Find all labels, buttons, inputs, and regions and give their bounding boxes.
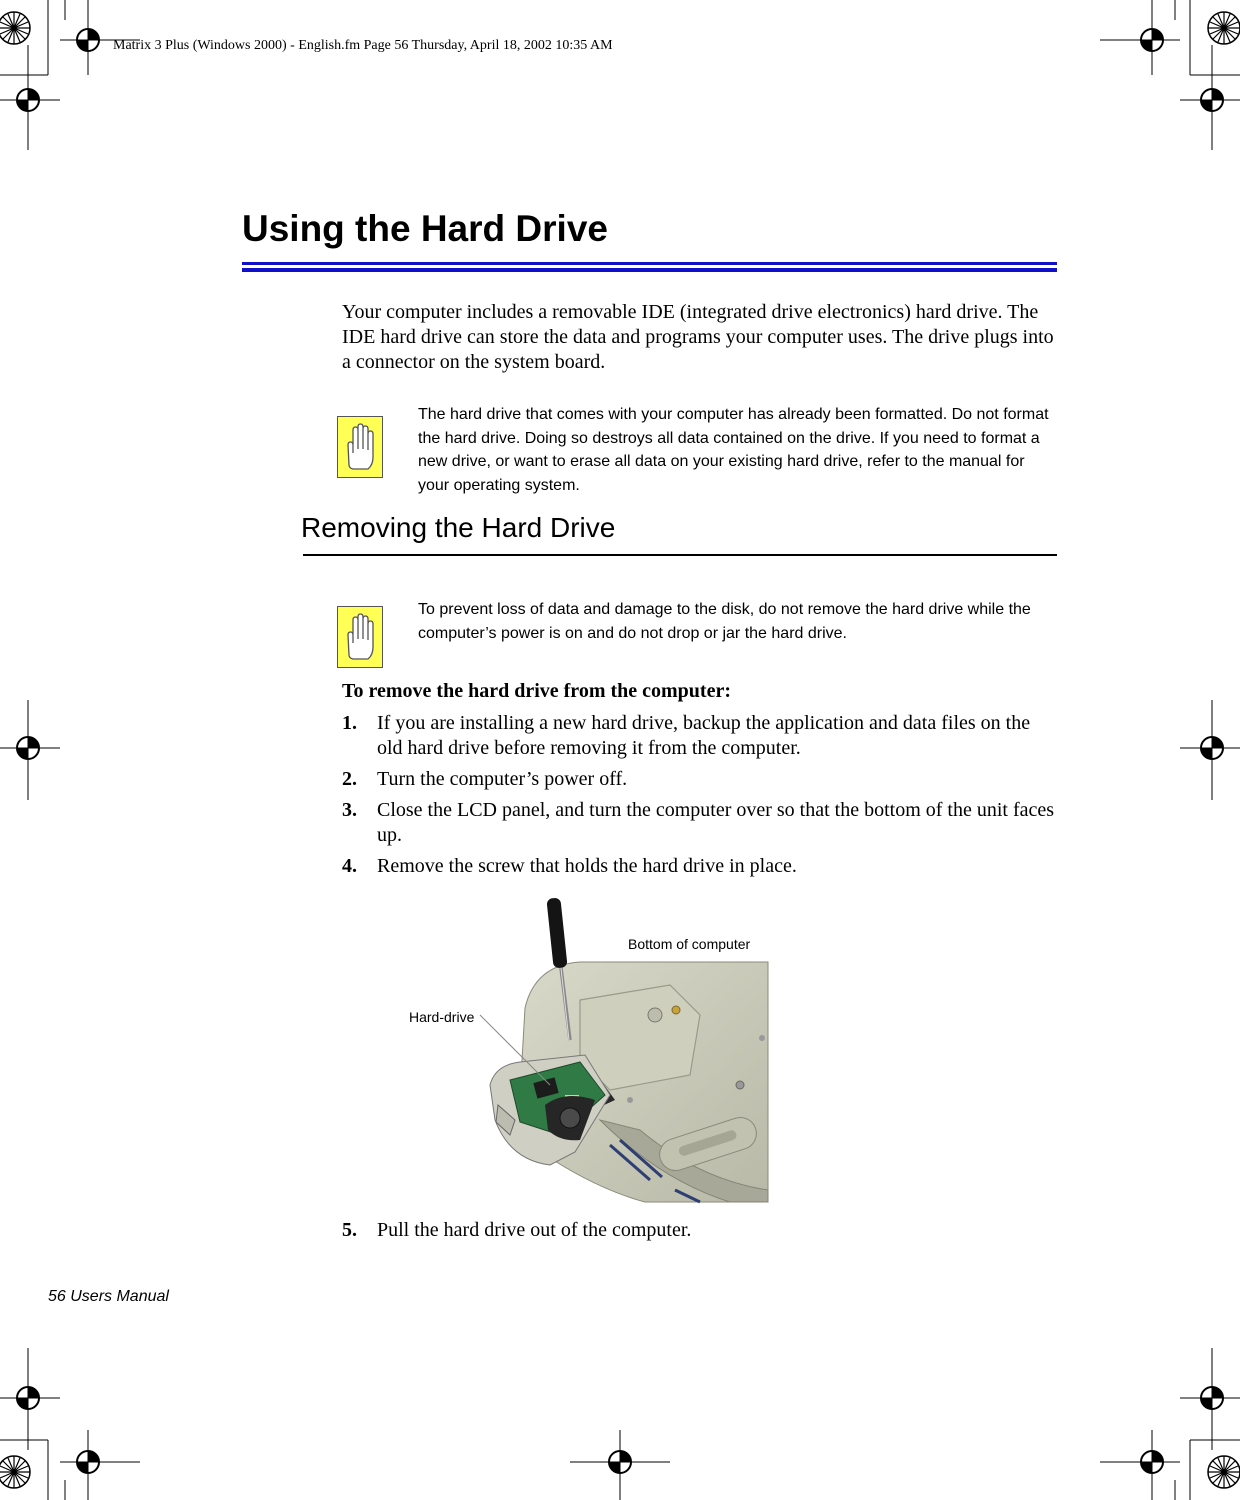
starburst-target-icon xyxy=(1208,1456,1240,1488)
step-text: Pull the hard drive out of the computer. xyxy=(377,1219,692,1241)
caution-note: To prevent loss of data and damage to the disk, do not remove the hard drive while the computer’s power is on and do not drop or jar the hard drive. xyxy=(418,601,1031,642)
caution-note: The hard drive that comes with your computer has already been formatted. Do not format the hard drive. Doing so destroys all data contained on the drive. If you need to format a new drive, or want to erase all data on your existing hard drive, refer to the manual for your operating system. xyxy=(418,406,1049,494)
procedure-heading: To remove the hard drive from the computer: xyxy=(342,680,732,702)
frame-header: Matrix 3 Plus (Windows 2000) - English.fm Page 56 Thursday, April 18, 2002 10:35 AM xyxy=(113,38,613,53)
title-rule xyxy=(242,262,1057,272)
hand-stop-icon xyxy=(337,416,383,478)
page-footer: 56 Users Manual xyxy=(48,1288,169,1305)
step-text: Close the LCD panel, and turn the computer over so that the bottom of the unit faces up. xyxy=(377,799,1055,846)
figure-label-bottom: Bottom of computer xyxy=(628,936,751,952)
step-number: 4. xyxy=(342,855,357,877)
page-title: Using the Hard Drive xyxy=(242,208,608,249)
intro-paragraph: Your computer includes a removable IDE (integrated drive electronics) hard drive. The IDE hard drive can store the data and programs your computer uses. The drive plugs into a connector on the system board. xyxy=(342,301,1054,373)
step-number: 2. xyxy=(342,768,357,790)
step-text: Remove the screw that holds the hard drive in place. xyxy=(377,855,797,877)
step-text: If you are installing a new hard drive, backup the application and data files on the old hard drive before removing it from the computer. xyxy=(377,712,1031,759)
starburst-target-icon xyxy=(1208,12,1240,44)
starburst-target-icon xyxy=(0,12,30,44)
step-number: 3. xyxy=(342,799,357,821)
section-subtitle: Removing the Hard Drive xyxy=(301,512,616,543)
figure-label-hard-drive: Hard-drive xyxy=(409,1009,475,1025)
step-text: Turn the computer’s power off. xyxy=(377,768,628,790)
hand-stop-icon xyxy=(337,606,383,668)
starburst-target-icon xyxy=(0,1456,30,1488)
step-number: 5. xyxy=(342,1219,357,1241)
subtitle-rule xyxy=(303,554,1057,556)
step-number: 1. xyxy=(342,712,357,734)
